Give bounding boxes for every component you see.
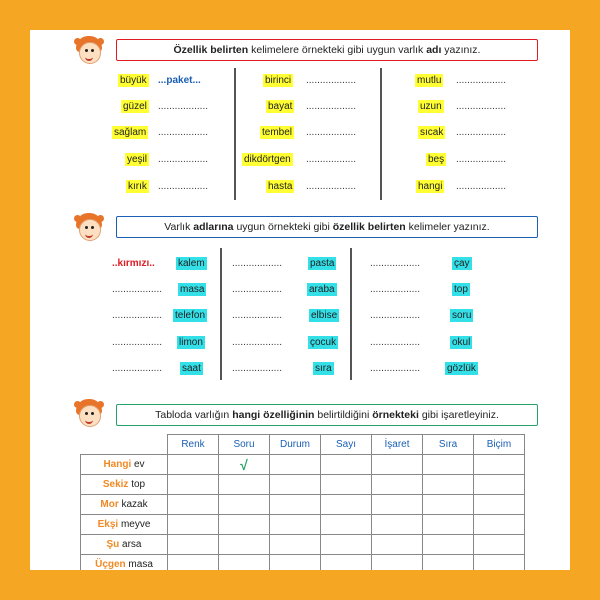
answer-cell[interactable] bbox=[219, 515, 270, 535]
word-cyan: pasta bbox=[310, 258, 335, 269]
answer-cell[interactable] bbox=[372, 515, 423, 535]
table-row bbox=[81, 475, 525, 495]
word-yellow: sıcak bbox=[420, 127, 444, 138]
answer-blank[interactable]: .................. bbox=[456, 181, 507, 192]
word-yellow: uzun bbox=[420, 101, 442, 112]
answer-cell[interactable] bbox=[474, 495, 525, 515]
answer-blank[interactable]: .................. bbox=[232, 258, 283, 269]
answer-blank[interactable]: .................. bbox=[306, 75, 357, 86]
word-cyan: saat bbox=[182, 363, 201, 374]
word-yellow: mutlu bbox=[417, 75, 442, 86]
word-yellow: bayat bbox=[268, 101, 293, 112]
word-yellow: kırık bbox=[128, 181, 147, 192]
answer-blank[interactable]: .................. bbox=[456, 75, 507, 86]
word-yellow: tembel bbox=[262, 127, 293, 138]
word-yellow: birinci bbox=[265, 75, 292, 86]
instruction-2: Varlık adlarına uygun örnekteki gibi özellik belirten kelimeler yazınız. bbox=[116, 216, 538, 238]
answer-cell[interactable] bbox=[474, 515, 525, 535]
answer-blank[interactable]: .................. bbox=[232, 363, 283, 374]
word-cyan: araba bbox=[309, 284, 335, 295]
answer-cell[interactable] bbox=[168, 475, 219, 495]
word-yellow: beş bbox=[428, 154, 445, 165]
answer-cell[interactable] bbox=[372, 455, 423, 475]
answer-cell[interactable] bbox=[270, 535, 321, 555]
word-cyan: kalem bbox=[178, 258, 205, 269]
property-table bbox=[80, 434, 525, 570]
girl-face-icon bbox=[74, 399, 104, 427]
answer-cell[interactable] bbox=[423, 555, 474, 571]
answer-cell[interactable] bbox=[168, 495, 219, 515]
answer-blank[interactable]: .................. bbox=[306, 154, 357, 165]
answer-cell[interactable] bbox=[372, 495, 423, 515]
check-mark-icon: √ bbox=[240, 456, 248, 473]
answer-cell[interactable] bbox=[372, 475, 423, 495]
column-divider bbox=[234, 68, 236, 200]
answer-blank[interactable]: .................. bbox=[112, 284, 163, 295]
column-header: Biçim bbox=[474, 435, 525, 455]
answer-cell[interactable] bbox=[321, 475, 372, 495]
answer-blank[interactable]: .................. bbox=[370, 310, 421, 321]
answer-cell[interactable] bbox=[168, 535, 219, 555]
word-cyan: soru bbox=[452, 310, 472, 321]
word-cyan: masa bbox=[180, 284, 205, 295]
answer-cell[interactable] bbox=[321, 555, 372, 571]
answer-blank[interactable]: .................. bbox=[158, 181, 209, 192]
word-yellow: yeşil bbox=[127, 154, 148, 165]
column-header: Sıra bbox=[423, 435, 474, 455]
answer-cell[interactable] bbox=[219, 475, 270, 495]
column-header: Durum bbox=[270, 435, 321, 455]
answer-cell[interactable] bbox=[168, 555, 219, 571]
girl-face-icon bbox=[74, 213, 104, 241]
answer-blank[interactable]: .................. bbox=[370, 258, 421, 269]
table-row bbox=[81, 495, 525, 515]
answer-blank[interactable]: .................. bbox=[370, 363, 421, 374]
word-cyan: çocuk bbox=[310, 337, 337, 348]
column-divider bbox=[350, 248, 352, 380]
answer-cell[interactable] bbox=[219, 455, 270, 475]
answer-cell[interactable] bbox=[474, 475, 525, 495]
word-yellow: büyük bbox=[120, 75, 147, 86]
answer-blank[interactable]: .................. bbox=[232, 337, 283, 348]
answer-cell[interactable] bbox=[270, 495, 321, 515]
column-divider bbox=[220, 248, 222, 380]
word-cyan: limon bbox=[179, 337, 203, 348]
example-answer: ..kırmızı.. bbox=[112, 258, 155, 269]
answer-blank[interactable]: .................. bbox=[232, 310, 283, 321]
word-yellow: dikdörtgen bbox=[244, 154, 291, 165]
word-cyan: okul bbox=[452, 337, 471, 348]
example-answer: ...paket... bbox=[158, 75, 201, 86]
answer-blank[interactable]: .................. bbox=[306, 181, 357, 192]
word-yellow: hasta bbox=[268, 181, 293, 192]
answer-blank[interactable]: .................. bbox=[456, 127, 507, 138]
answer-cell[interactable] bbox=[321, 535, 372, 555]
table-row bbox=[81, 555, 525, 571]
word-cyan: telefon bbox=[175, 310, 206, 321]
answer-cell[interactable] bbox=[372, 555, 423, 571]
answer-cell[interactable] bbox=[474, 555, 525, 571]
answer-cell[interactable] bbox=[270, 555, 321, 571]
answer-cell[interactable] bbox=[219, 495, 270, 515]
word-cyan: çay bbox=[454, 258, 470, 269]
answer-blank[interactable]: .................. bbox=[232, 284, 283, 295]
column-header: Renk bbox=[168, 435, 219, 455]
row-label: Üçgen masa bbox=[81, 555, 168, 571]
table-header-row bbox=[81, 435, 525, 455]
answer-cell[interactable] bbox=[321, 515, 372, 535]
row-label: Şu arsa bbox=[81, 535, 168, 555]
answer-blank[interactable]: .................. bbox=[456, 101, 507, 112]
row-label: Ekşi meyve bbox=[81, 515, 168, 535]
answer-blank[interactable]: .................. bbox=[158, 101, 209, 112]
answer-blank[interactable]: .................. bbox=[370, 284, 421, 295]
answer-blank[interactable]: .................. bbox=[158, 154, 209, 165]
answer-blank[interactable]: .................. bbox=[456, 154, 507, 165]
word-cyan: elbise bbox=[311, 310, 338, 321]
answer-cell[interactable] bbox=[372, 535, 423, 555]
column-header: Sayı bbox=[321, 435, 372, 455]
answer-cell[interactable] bbox=[474, 455, 525, 475]
answer-cell[interactable] bbox=[423, 495, 474, 515]
answer-cell[interactable] bbox=[270, 475, 321, 495]
answer-blank[interactable]: .................. bbox=[112, 363, 163, 374]
answer-cell[interactable] bbox=[423, 515, 474, 535]
row-label: Sekiz top bbox=[81, 475, 168, 495]
row-label: Mor kazak bbox=[81, 495, 168, 515]
word-yellow: güzel bbox=[123, 101, 147, 112]
answer-blank[interactable]: .................. bbox=[306, 101, 357, 112]
row-label: Hangi ev bbox=[81, 455, 168, 475]
word-cyan: gözlük bbox=[447, 363, 476, 374]
word-cyan: top bbox=[454, 284, 468, 295]
answer-cell[interactable] bbox=[168, 515, 219, 535]
answer-blank[interactable]: .................. bbox=[306, 127, 357, 138]
answer-cell[interactable] bbox=[321, 455, 372, 475]
answer-cell[interactable] bbox=[168, 455, 219, 475]
instruction-3: Tabloda varlığın hangi özelliğinin belirtildiğini örnekteki gibi işaretleyiniz. bbox=[116, 404, 538, 426]
answer-blank[interactable]: .................. bbox=[370, 337, 421, 348]
girl-face-icon bbox=[74, 36, 104, 64]
column-header: İşaret bbox=[372, 435, 423, 455]
answer-cell[interactable] bbox=[270, 515, 321, 535]
answer-cell[interactable] bbox=[270, 455, 321, 475]
word-yellow: sağlam bbox=[114, 127, 147, 138]
column-header: Soru bbox=[219, 435, 270, 455]
instruction-1: Özellik belirten kelimelere örnekteki gibi uygun varlık adı yazınız. bbox=[116, 39, 538, 61]
table-row bbox=[81, 455, 525, 475]
table-row bbox=[81, 535, 525, 555]
answer-cell[interactable] bbox=[321, 495, 372, 515]
word-yellow: hangi bbox=[418, 181, 443, 192]
answer-blank[interactable]: .................. bbox=[112, 310, 163, 321]
answer-blank[interactable]: .................. bbox=[158, 127, 209, 138]
answer-blank[interactable]: .................. bbox=[112, 337, 163, 348]
answer-cell[interactable] bbox=[423, 475, 474, 495]
answer-cell[interactable] bbox=[219, 555, 270, 571]
answer-cell[interactable] bbox=[423, 455, 474, 475]
table-row bbox=[81, 515, 525, 535]
answer-cell[interactable] bbox=[219, 535, 270, 555]
worksheet bbox=[30, 30, 570, 570]
answer-cell[interactable] bbox=[423, 535, 474, 555]
word-cyan: sıra bbox=[315, 363, 332, 374]
column-divider bbox=[380, 68, 382, 200]
answer-cell[interactable] bbox=[474, 535, 525, 555]
